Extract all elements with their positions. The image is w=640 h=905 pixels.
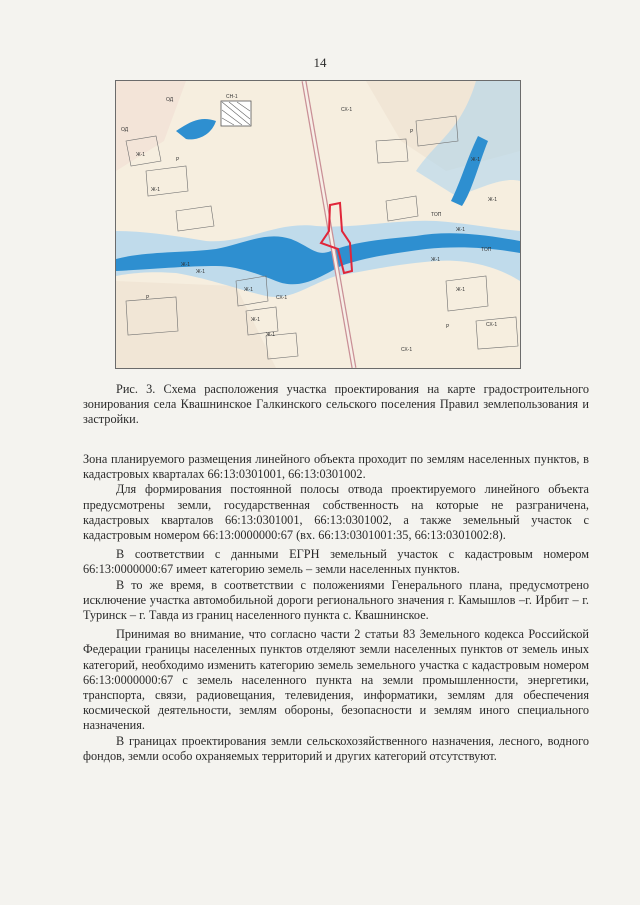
map-label: Ж-1 — [266, 332, 276, 338]
paragraph: В то же время, в соответствии с положениями Генерального плана, предусмотрено исключение участка автомобильной дороги регионального значения г. Камышлов –г. Ирбит – г. Туринск – г. Тавда из границ населенного пункта с. Квашнинское. — [83, 577, 589, 623]
map-label: Р — [446, 324, 450, 330]
map-label: Ж-1 — [181, 262, 191, 268]
map-label: Ж-1 — [431, 257, 441, 263]
map-label: СХ-1 — [341, 107, 353, 113]
map-label: СН-1 — [226, 94, 238, 100]
map-label: СХ-1 — [401, 347, 413, 353]
figure-caption: Рис. 3. Схема расположения участка проектирования на карте градостроительного зонирования села Квашнинское Галкинского сельского поселения Правил землепользования и застройки. — [83, 382, 589, 427]
map-label: ОД — [166, 97, 174, 103]
map-label: Ж-1 — [488, 197, 498, 203]
map-label: СХ-1 — [486, 322, 498, 328]
paragraph: Зона планируемого размещения линейного объекта проходит по землям населенных пунктов, в кадастровых кварталах 66:13:0301001, 66:13:0301002. — [83, 452, 589, 482]
map-label: Ж-1 — [251, 317, 261, 323]
map-label: Ж-1 — [244, 287, 254, 293]
map-label: Ж-1 — [456, 287, 466, 293]
map-label: Ж-1 — [456, 227, 466, 233]
map-label: Р — [176, 157, 180, 163]
paragraph: Принимая во внимание, что согласно части 2 статьи 83 Земельного кодекса Российской Федерации границы населенных пунктов отделяют земли населенных пунктов от земель иных категорий, необходимо изменить категорию земель земельного участка с кадастровым номером 66:13:0000000:67 с земель населенного пункта на земли промышленности, энергетики, транспорта, связи, радиовещания, телевидения, информатики, землям для обеспечения космической деятельности, землям обороны, безопасности и землям иного специального назначения. — [83, 627, 589, 733]
zoning-map-figure — [115, 80, 521, 369]
map-label: Ж-1 — [136, 152, 146, 158]
map-label: ТОП — [431, 212, 442, 218]
map-label: Р — [410, 129, 414, 135]
map-label: Ж-1 — [151, 187, 161, 193]
map-label: ОД — [121, 127, 129, 133]
map-label: Ж-1 — [196, 269, 206, 275]
map-label: СХ-1 — [276, 295, 288, 301]
paragraph: Для формирования постоянной полосы отвода проектируемого линейного объекта предусмотрены земли, государственная собственность на которые не разграничена, кадастровых кварталов 66:13:0301001, 66:13:0301002, а также земельный участок с кадастровым номером 66:13:0000000:67 (вх. 66:13:0301001:35, 66:13:0301002:8). — [83, 482, 589, 543]
map-label: Р — [146, 295, 150, 301]
map-label: ТОП — [481, 247, 492, 253]
map-label: Ж-1 — [471, 157, 481, 163]
page-number: 14 — [313, 55, 327, 70]
body-text — [83, 452, 589, 764]
paragraph: В границах проектирования земли сельскохозяйственного назначения, лесного, водного фондов, земли особо охраняемых территорий и других категорий отсутствуют. — [83, 733, 589, 763]
paragraph: В соответствии с данными ЕГРН земельный участок с кадастровым номером 66:13:0000000:67 имеет категорию земель – земли населенных пунктов. — [83, 547, 589, 577]
